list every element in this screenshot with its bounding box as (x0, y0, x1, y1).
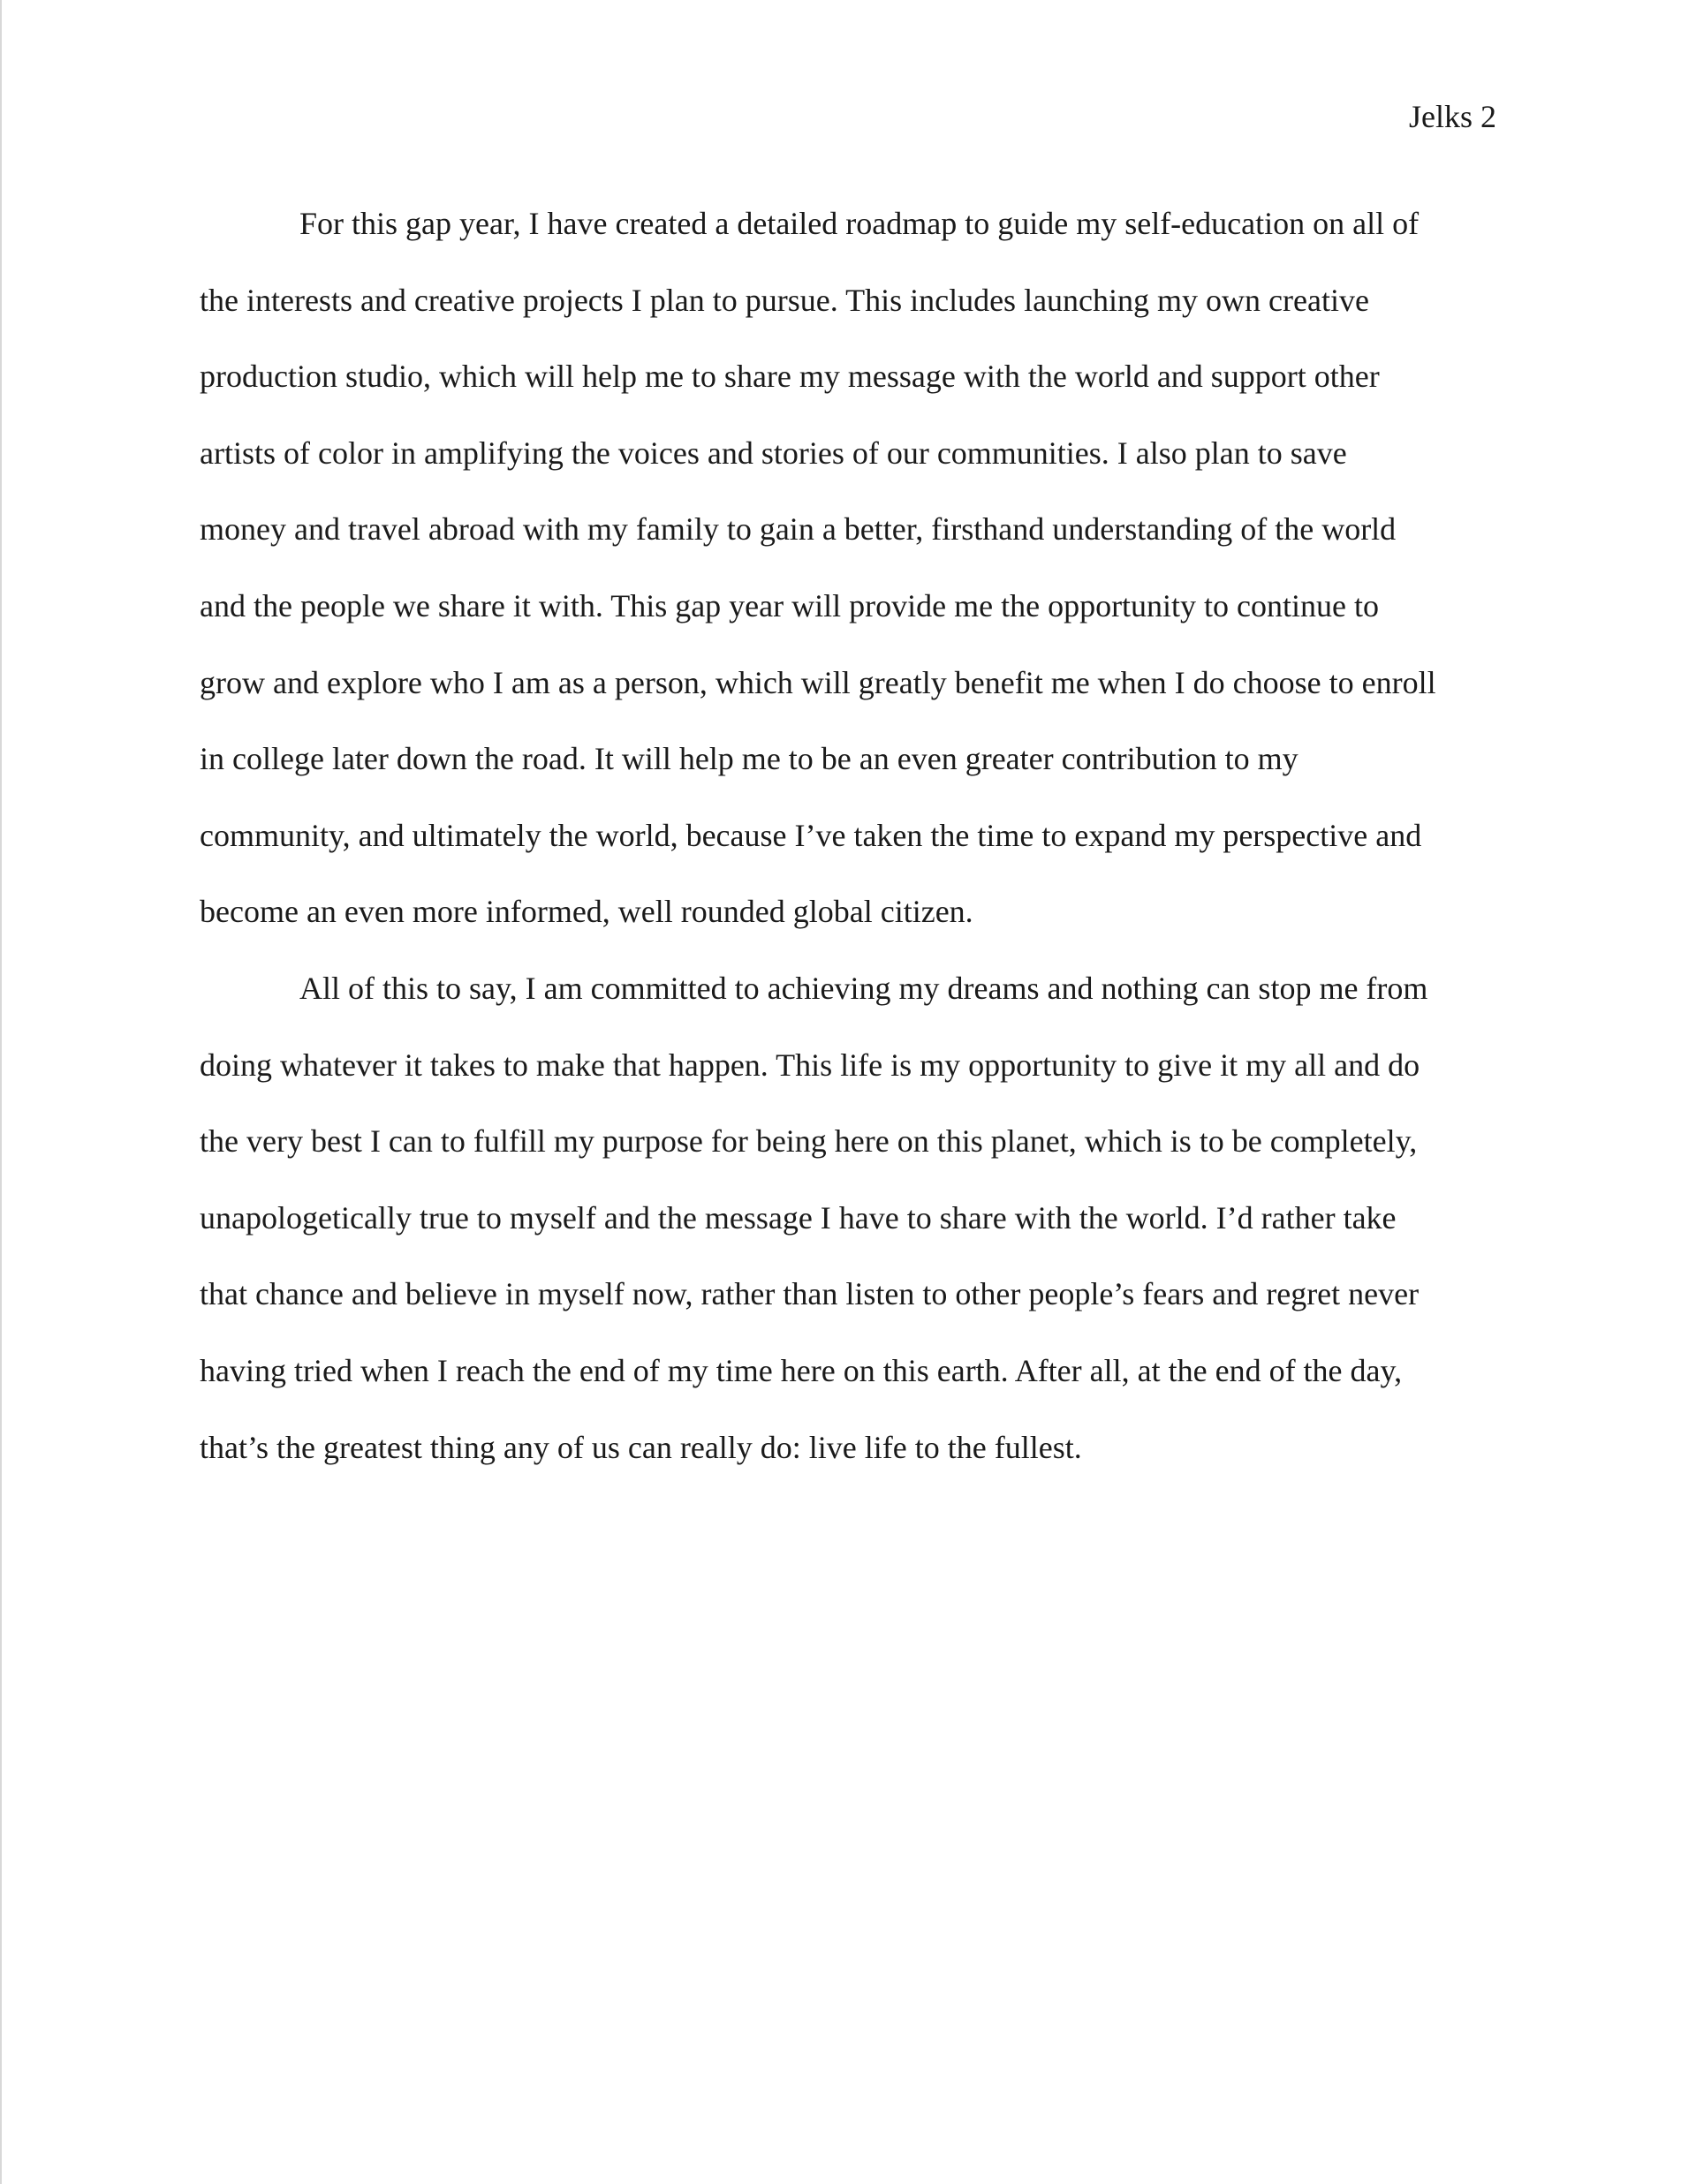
text-line: production studio, which will help me to share my message with the world and support other (200, 359, 1380, 395)
running-head: Jelks 2 (1409, 99, 1496, 134)
text-line: grow and explore who I am as a person, which will greatly benefit me when I do choose to enroll (200, 664, 1436, 700)
text-line: unapologetically true to myself and the message I have to share with the world. I’d rather take (200, 1199, 1397, 1236)
text-line: For this gap year, I have created a detailed roadmap to guide my self-education on all of (299, 206, 1420, 241)
text-line: money and travel abroad with my family to gain a better, firsthand understanding of the world (200, 511, 1397, 548)
text-line: the interests and creative projects I plan to pursue. This includes launching my own creative (200, 282, 1369, 318)
paragraph-2 (200, 950, 1500, 1485)
text-line: doing whatever it takes to make that happen. This life is my opportunity to give it my all and do (200, 1047, 1420, 1083)
text-line: that chance and believe in myself now, rather than listen to other people’s fears and regret never (200, 1276, 1420, 1312)
essay-body (200, 185, 1500, 1485)
text-line: become an even more informed, well rounded global citizen. (200, 894, 973, 930)
text-line: in college later down the road. It will help me to be an even greater contribution to my (200, 741, 1298, 777)
text-line: community, and ultimately the world, because I’ve taken the time to expand my perspective and (200, 817, 1422, 853)
text-line: All of this to say, I am committed to achieving my dreams and nothing can stop me from (299, 970, 1428, 1006)
text-line: that’s the greatest thing any of us can really do: live life to the fullest. (200, 1429, 1082, 1465)
paragraph-1 (200, 185, 1500, 950)
text-line: having tried when I reach the end of my time here on this earth. After all, at the end of the day, (200, 1352, 1403, 1388)
text-line: artists of color in amplifying the voices and stories of our communities. I also plan to save (200, 435, 1347, 471)
text-line: and the people we share it with. This gap year will provide me the opportunity to continue to (200, 587, 1380, 623)
text-line: the very best I can to fulfill my purpose for being here on this planet, which is to be completely, (200, 1123, 1418, 1160)
